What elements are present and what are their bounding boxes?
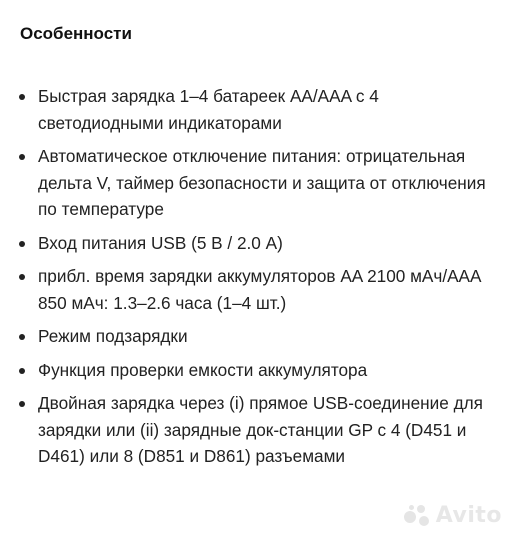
avito-watermark bbox=[404, 503, 502, 528]
feature-text: Автоматическое отключение питания: отрицательная дельта V, таймер безопасности и защита от отключения по температуре bbox=[38, 146, 486, 219]
feature-text: Функция проверки емкости аккумулятора bbox=[38, 359, 368, 380]
feature-text: Двойная зарядка через (i) прямое USB-соединение для зарядки или (ii) зарядные док-станции GP с 4 (D451 и D461) или 8 (D851 и D861) разъемами bbox=[38, 393, 483, 466]
list-item bbox=[0, 390, 514, 470]
bullet-icon bbox=[19, 368, 25, 374]
list-item bbox=[0, 143, 514, 223]
features-heading: Особенности bbox=[20, 24, 132, 43]
list-item bbox=[0, 83, 514, 136]
bullet-icon bbox=[19, 274, 25, 280]
watermark-text: Avito bbox=[435, 503, 502, 528]
bullet-icon bbox=[19, 94, 25, 100]
list-item bbox=[0, 357, 514, 384]
list-item bbox=[0, 323, 514, 350]
features-list bbox=[0, 83, 514, 477]
feature-text: Режим подзарядки bbox=[38, 326, 188, 346]
feature-text: Вход питания USB (5 В / 2.0 А) bbox=[38, 232, 283, 253]
bullet-icon bbox=[19, 401, 25, 407]
avito-logo-icon bbox=[404, 505, 432, 527]
feature-text: Быстрая зарядка 1–4 батареек AA/AAA с 4 светодиодными индикаторами bbox=[38, 86, 379, 133]
list-item bbox=[0, 263, 514, 316]
feature-text: прибл. время зарядки аккумуляторов AA 2100 мАч/AAA 850 мАч: 1.3–2.6 часа (1–4 шт.) bbox=[38, 266, 481, 313]
bullet-icon bbox=[19, 241, 25, 247]
list-item bbox=[0, 230, 514, 257]
bullet-icon bbox=[19, 154, 25, 160]
bullet-icon bbox=[19, 334, 25, 340]
